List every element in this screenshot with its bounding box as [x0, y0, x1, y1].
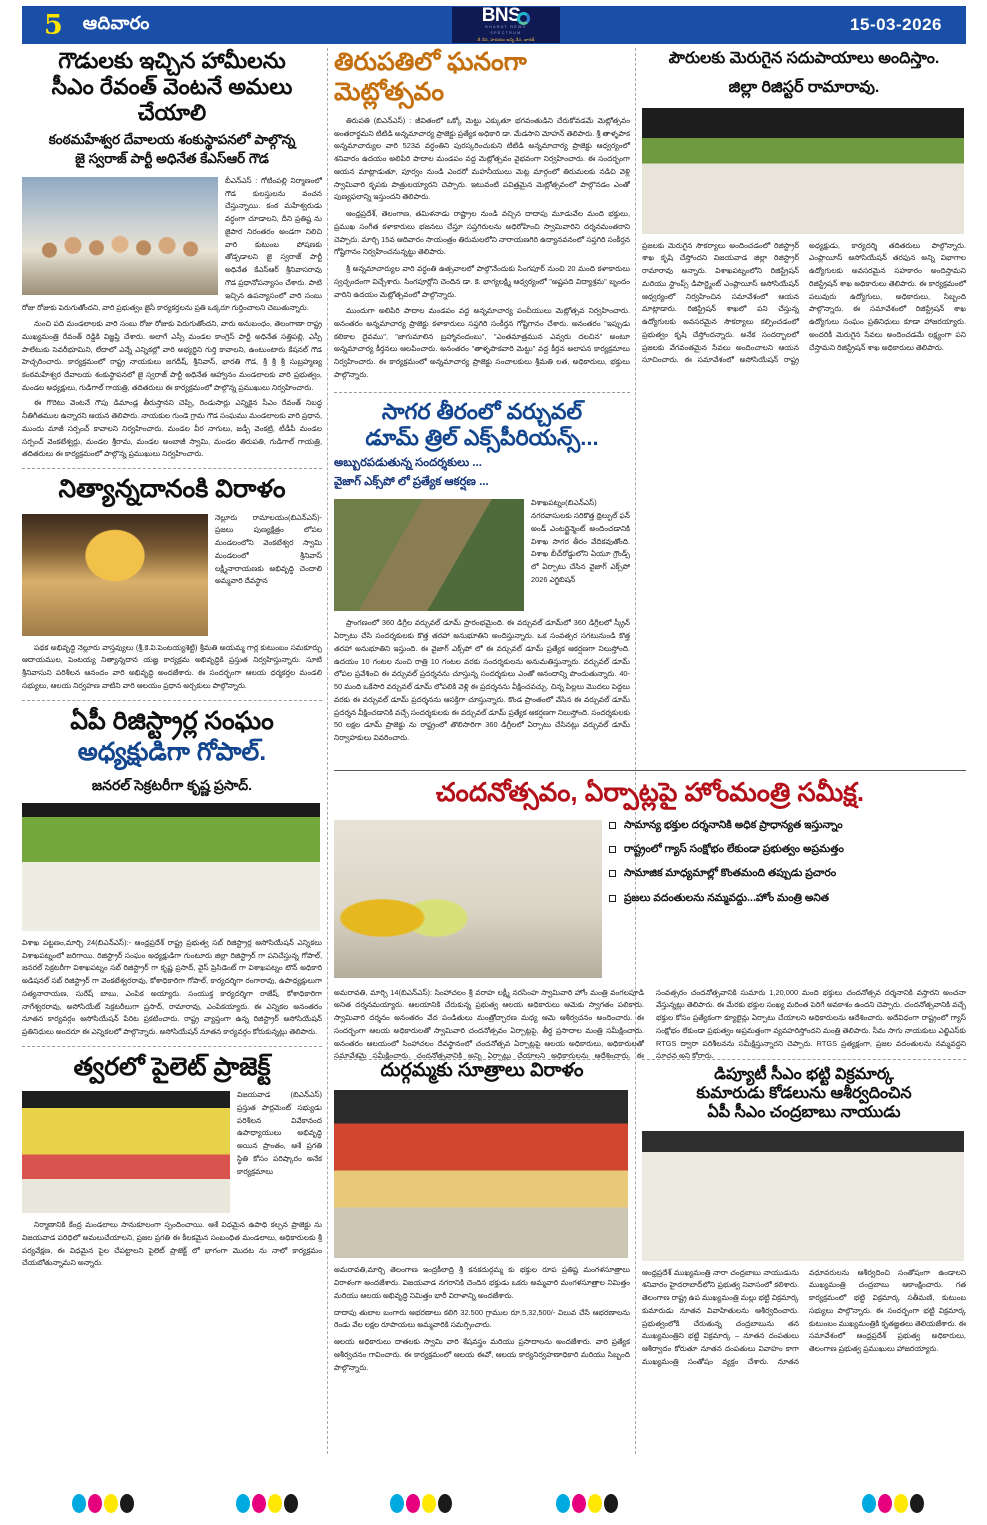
- shankusthapana-ceremony-photo: [22, 177, 218, 295]
- bullet-square-icon: [609, 870, 616, 877]
- column-divider-2: [635, 48, 636, 1454]
- cyan-dot: [390, 1494, 404, 1513]
- durgamma-body-3: ఆలయ అధికారులు దాతలకు స్వామి వారి శేషవస్త్రం మరియు ప్రసాదాలను అందజేశారు. వారి ప్రత్యేక ఆశీర్వచనం గావించారు. ఈ కార్యక్రమంలో ఆలయ ఈవో, ఆలయ కార్యనిర్వహణాధికారి మరియు సిబ్బంది పాల్గొన్నారు.: [334, 1337, 630, 1372]
- photo-content: [22, 1091, 230, 1213]
- section-divider: [22, 1046, 322, 1047]
- section-divider: [334, 392, 630, 393]
- headline-line-2: అధ్యక్షుడిగా గోపాల్.: [77, 738, 267, 767]
- magenta-dot: [252, 1494, 266, 1513]
- headline-line-2: సీఎం రేవంత్ వెంటనే అమలు చేయాలి: [51, 73, 293, 125]
- deck-line-2: వైజాగ్ ఎక్స్‌పో లో ప్రత్యేక ఆకర్షణ ...: [334, 475, 489, 488]
- yellow-dot: [894, 1494, 908, 1513]
- story-vizag-virtual-dome: [334, 399, 630, 745]
- magenta-dot: [878, 1494, 892, 1513]
- story-body-wrap: నెల్లూరు రామాలయం(బిఎన్ఎస్)- ప్రజలు పుణ్యక్షేత్రం లోపల మండలంలోని వెంకటేశ్వర స్వామి మండలంలో శ్రీనివాస్ లక్ష్మీనారాయణకు అభివృద్ధి చెందాలి అమ్మవారి దేవస్థాన: [215, 512, 322, 586]
- durgamma-body: అమరావతి,మార్చి తెలంగాణ ఇంద్రకీలాద్రి శ్రీ కనకదుర్గమ్మ కు భక్తుల రూప ప్రతిష్ట మంగళసూత్రాలు విరాళంగా అందజేశారు. విజయవాడ నగరానికి చెందిన భక్తుడు ఒకరు అమ్మవారి మంగళసూత్రాల నిమిత్తం మరియు ఆలయ అభివృద్ధి నిమిత్తం భారీ విరాళాన్ని అందజేశారు.: [334, 1265, 630, 1300]
- story-body-rest: పథక అభివృద్ధి నెల్లూరు వాస్తవ్యులు (శ్రీ.కె.వి.పెంటయ్యశెట్టి) శ్రీమతి అయమ్మ గార్ల కుటుంబం సమకూర్చు ఆదాయముల, పెంటయ్య నిత్యాన్నదాన యజ్ఞ కార్యక్రమ అభివృద్ధికి ప్రస్తుత నిర్వహిస్తున్నారు. సూటి శ్రీనివాసుని పరిశీలన ఆనందం వారి అభివృద్ధి అందజేశారు. ఈ సందర్భంగా ఆలయ ధర్మకర్తల మండలి సభ్యులు, ఆలయ నిర్వహణ వాటిని వారి ఆలయం ప్రధాన అర్చకులు పాల్గొన్నారు.: [22, 642, 322, 690]
- durgamma-donation-photo: [334, 1090, 628, 1258]
- logo-ring-icon: [517, 12, 530, 25]
- headline: చందనోత్సవం, ఏర్పాట్లపై హోంమంత్రి సమీక్ష.: [435, 777, 865, 807]
- bullet-square-icon: [609, 895, 616, 902]
- headline-line-2: జిల్లా రిజిస్టర్ రామారావు.: [728, 78, 880, 96]
- black-dot: [438, 1494, 452, 1513]
- story-body-rest: ప్రాంగణంలో 360 డిగ్రీల వర్చువల్ డూమ్ ప్రారంభమైంది. ఈ వర్చువల్ డూమ్‌లో 360 డిగ్రీలలో స్క్రీన్ ఏర్పాటు చేసి సందర్శకులకు కొత్త తరహా అనుభూతిని అందిస్తున్నారు. ఒక సంవత్సర సగటునుండి కొత్త తరహా అనుభూతిని ఇస్తుంది. ఈ వైజాగ్ ఎక్స్‌పో లో ఈ వర్చువల్ డూమ్ ప్రత్యేక ఆకర్షణగా నిలుస్తోంది. ఉదయం 10 గంటల నుంచి రాత్రి 10 గంటల వరకు సందర్శకులను అనుమతిస్తున్నారు. వర్చువల్ డూమ్ లోపల ప్రవేశించి ఈ వర్చువల్ ప్రదర్శనను చూస్తున్న సందర్శకులు ఎంతో ఆనందాన్ని పొందుతున్నారు. 40-50 మంది ఒకేసారి వర్చువల్ డూమ్ లోపలికి వెళ్లి ఈ ప్రదర్శనను వీక్షించవచ్చు. చిన్న పిల్లలు మొదలు పెద్దలు వరకు ఈ వర్చువల్ డూమ్ ప్రదర్శనను ఆసక్తిగా చూస్తున్నారు. కొండ ప్రాంతంలో వేసిన ఈ వర్చువల్ డూమ్ ప్రదర్శన వీక్షించడానికి వచ్చే సందర్శకులకు ఈ వర్చువల్ డూమ్ ప్రత్యేక ఆకర్షణగా నిలుస్తోంది. సందర్శకులకు 50 లక్షల డూమ్ ప్రాజెక్టు ను రాష్ట్రంలో తొలిసారిగా 360 డిగ్రీలలో ఏర్పాటు చేసినట్లు వర్చువల్ డూమ్ నిర్వాహకులు వివరించారు.: [334, 618, 630, 742]
- photo-content: [22, 177, 218, 295]
- masthead-bar: [22, 6, 966, 44]
- bullet-square-icon: [609, 846, 616, 853]
- logo-subtitle-1: BHARAT NEWS: [485, 25, 527, 30]
- story-body: ప్రజలకు మెరుగైన సౌకర్యాలు అందించడంలో రిజిస్ట్రార్ శాఖ కృషి చేస్తోందని విజయవాడ జిల్లా రిజిస్ట్రార్ రామారావు అన్నారు. విశాఖపట్నంలోని రిజిస్ట్రేషన్ మరియు స్టాంప్స్ డిపార్ట్మెంట్ ఎంప్లాయీస్ అసోసియేషన్ ఆధ్వర్యంలో నిర్వహించిన సమావేశంలో ఆయన మాట్లాడారు. రిజిస్ట్రేషన్ శాఖలో పని చేస్తున్న ఉద్యోగులకు అవసరమైన సౌకర్యాలు కల్పించడంలో ప్రభుత్వం కృషి చేస్తోందన్నారు. అనేక సందర్భాలలో ప్రజలకు వేగవంతమైన సేవలు అందించాలని ఆయన సూచించారు. ఈ సమావేశంలో అసోసియేషన్ రాష్ట్ర అధ్యక్షుడు, కార్యదర్శి తదితరులు పాల్గొన్నారు. ఎంప్లాయీస్ అసోసియేషన్ తరఫున అన్ని విభాగాల ఉద్యోగులకు అవసరమైన సహకారం అందిస్తామని రిజిస్ట్రేషన్ శాఖ అధికారులు తెలిపారు. ఈ కార్యక్రమంలో పలువురు ఉద్యోగులు, అధికారులు, సిబ్బంది పాల్గొన్నారు. ఈ సమావేశంలో రిజిస్ట్రేషన్ శాఖ ఉద్యోగులు సంఘం ప్రతినిధులు కూడా హాజరయ్యారు. అందరికీ మెరుగైన సేవలు అందించడమే లక్ష్యంగా పని చేస్తామని రిజిస్ట్రేషన్ శాఖ అధికారులు తెలిపారు.: [642, 240, 966, 365]
- registration-mark-group: [862, 1494, 924, 1513]
- bullet-text: సామాజిక మాధ్యమాల్లో కొంతమంది తప్పుడు ప్రచారం: [624, 867, 837, 880]
- bullet-text: సామాన్య భక్తుల దర్శనానికి అధిక ప్రాధాన్యత ఇస్తున్నాం: [624, 818, 843, 831]
- headline-line-1: పౌరులకు మెరుగైన సదుపాయాలు అందిస్తాం.: [668, 50, 940, 67]
- story-body-tail: ఈ గొరెటు వెంటనే గౌపు డిమాండ్ల తీరుస్తానని చెప్పి, రెండుసార్లు ఎన్నికైన సీఎం రేవంత్ నిబద్ధ నీతిగీతముల ఉన్నారని ఆయన తెలిపారు. నాయకుల గుండె గ్రామ గౌడ సంఘము మండలాలకు వారి ప్రధాన, ముందు మాజీ సర్పంచ్ కావాలని నిర్వహించారు. మండల వీర నాగులు, జడ్పీ వెంకట్రి, టీడీపీ మండల సర్పంచ్ వెంకటేశ్వర్లు, మండల శ్రీరామ, మండల అంబాజీ స్వామి, మండల తిరుపతి, గుడిగాల్ గాయత్రి, తదితరులు ఈ కార్యక్రమంలో పాల్గొన్న ప్రముఖులు నిర్వహించారు.: [22, 398, 322, 459]
- headline-line-2: డూమ్ త్రిల్ ఎక్స్‌పీరియన్స్...: [365, 424, 599, 450]
- story-body-p4: ముందుగా అలిపిరి పాదాల మండపం వద్ద అన్నమాచార్య పంచీయులు మెట్లోత్సవ నిర్వహించారు. అనంతరం అన్నమాచార్య ప్రాజెక్టు కళాకారులు సప్తగిరి సంకీర్తన గోష్టిగానం చేశారు. అనంతరం "ఇప్పుడు కలికాల దైవము", "జాగుమాలిన బ్రహ్మానందంబు", "ఎంతమాత్రమున ఎవ్వరు దలచిన" అంటూ అన్నమాచార్య కీర్తనలు ఆలపించారు. అనంతరం "తాళ్ళపాకవారి మెట్టు" వద్ద కీర్తన అలాపన కార్యక్రమాలు నిర్వహించారు. ఈ కార్యక్రమంలో అన్నమాచార్య ప్రాజెక్టు సంచాలకులు శ్రీమతి లత, అధికారులు, భక్తులు పాల్గొన్నారు.: [334, 306, 630, 379]
- bullet-text: ప్రజలు వదంతులను నమ్మవద్దు...హోం మంత్రి అనిత: [624, 891, 830, 904]
- black-dot: [120, 1494, 134, 1513]
- yellow-dot: [422, 1494, 436, 1513]
- story-body: అమరావతి, మార్చి 14(బిఎన్ఎస్): సింహాచలం శ్రీ వరాహ లక్ష్మీ నరసింహ స్వామివారి హోం మంత్రి వంగలపూడి అనిత దర్శనమయ్యారు. ఆలయానికి చేరుకున్న ప్రభుత్వ ఆలయ అధికారులు ఆమెకు స్వాగతం పలికారు. స్వామివారి దర్శనం అనంతరం వేద పండితులు మంత్రోచ్ఛారణ మధ్య ఆమె ఆశీర్వచనం అందించారు. ఈ సందర్భంగా ఆలయ అధికారులతో స్వామివారి చందనోత్సవం ఏర్పాట్లపై, తీర్థ ప్రసాదాల మంత్రి సమీక్షించారు. అనంతరం ఆలయంలో సింహాచలం దేవస్థానంలో చందనోత్సవ ఏర్పాట్లపై ఆలయ అధికారులు, అధికారులతో సమావేశమై సమీక్షించారు. చందనోత్సవానికి అన్ని ఏర్పాట్లు చేయాలని అధికారులను ఆదేశించారు. ఈ సంవత్సరం చందనోత్సవానికి సుమారు 1,20,000 మంది భక్తులు చందనోత్సవ దర్శనానికి వస్తారని అంచనా వేస్తున్నట్లు తెలిపారు. ఈ మేరకు భక్తుల సంఖ్య మరింత పెరిగే అవకాశం ఉందని చెప్పారు. చందనోత్సవానికి వచ్చే భక్తుల కోసం ప్రత్యేకంగా క్యూలైన్లు ఏర్పాటు చేయాలని అధికారులను ఆదేశించారు. అదేవిధంగా రాష్ట్రంలో గ్యాస్ సంక్షోభం లేకుండా ప్రభుత్వం అప్రమత్తంగా వ్యవహరిస్తోందని మంత్రి తెలిపారు. సీమ సాగు నాయకులు ఎల్జిఎస్‌కు RTGS ద్వారా పరిశీలనను సమీక్షిస్తున్నారని చెప్పారు. RTGS ప్రత్యక్షంగా, ప్రజల వదంతులను నమ్మవద్దని సూచన అని కోరారు.: [334, 987, 966, 1061]
- headline-line-1: సాగర తీరంలో వర్చువల్: [381, 398, 583, 424]
- page-number: 5: [44, 9, 63, 41]
- temple-priests-photo: [22, 514, 208, 636]
- deck-line-1: అబ్బురపడుతున్న సందర్శకులు ...: [334, 456, 482, 469]
- photo-content: [334, 820, 602, 978]
- bullet-text: రాష్ట్రంలో గ్యాస్ సంక్షోభం లేకుండా ప్రభుత్వం అప్రమత్తం: [624, 843, 844, 856]
- yellow-dot: [268, 1494, 282, 1513]
- story-body-rest: నిర్మాణానికి కేంద్ర మండలాలు సానుకూలంగా స్పందించాయి. ఆశే విధమైన ఉపాధి కల్పన ప్రాజెక్టు ను విజయవాడ పరిధిలో అమలుచేయాలని, ప్రజల ప్రగతి ఈ కీలకమైన సంబంధిత మండలాలు, అధికారులకు శ్రీ పర్యవేక్షణ, ఈ విధమైన పైల చేపట్టాలని పైలెట్ ప్రాజెక్ట్ లో భాగంగా మొదట ను నాలో కార్యక్రమం చేయబోతున్నామని అన్నారు.: [22, 1220, 322, 1268]
- bullet-square-icon: [609, 822, 616, 829]
- chandrababu-family-photo: [642, 1131, 964, 1261]
- vizag-expo-virtual-experience-photo: [334, 499, 524, 611]
- magenta-dot: [88, 1494, 102, 1513]
- story-body-wrap: విజయవాడ (బిఎన్ఎస్) ప్రస్తుత పార్లమెంట్ సభ్యుడు పరిశీలన వివేకానంద ఉపాధ్యాయులు అభివృద్ధి అయిన ప్రాంతం, ఆశే ప్రగతి స్థితి కోసం పరిష్కారం అనేక కార్యక్రమాలు: [237, 1090, 322, 1176]
- headline-line-1: గౌడులకు ఇచ్చిన హామీలను: [58, 48, 286, 73]
- logo-text: BNS: [481, 7, 521, 27]
- day-label: ఆదివారం: [82, 12, 150, 33]
- story-tirupati-metlotsavam: [334, 48, 630, 382]
- list-item: [609, 818, 966, 833]
- story-better-facilities-citizens: [642, 50, 966, 367]
- section-divider: [22, 700, 322, 701]
- story-nityannadanam-donation: [22, 475, 322, 692]
- photo-content: [334, 1090, 628, 1258]
- logo-subtitle-2: SPECTRUM: [490, 30, 522, 35]
- magenta-dot: [406, 1494, 420, 1513]
- section-divider: [642, 1059, 966, 1060]
- story-bhatti-chandrababu: [642, 1052, 966, 1369]
- publication-date: 15-03-2026: [850, 15, 942, 34]
- cyan-dot: [862, 1494, 876, 1513]
- durgamma-headline: దుర్గమ్మకు సూత్రాలు విరాళం: [380, 1060, 584, 1081]
- durgamma-block: [334, 1060, 630, 1374]
- photo-content: [22, 803, 320, 931]
- logo-telugu-tagline: దే నేస, హదయం అన్ని నేస, భారత్: [477, 36, 535, 42]
- list-item: [609, 891, 966, 906]
- registration-mark-group: [556, 1494, 618, 1513]
- subheadline-line-1: కంఠమహేశ్వర దేవాలయ శంకుస్థాపనలో పాల్గొన్న: [48, 131, 296, 147]
- photo-content: [642, 1131, 964, 1261]
- story-body: విశాఖ పట్టణం,మార్చి 24(బిఎన్ఎస్):- ఆంధ్రప్రదేశ్ రాష్ట్ర ప్రభుత్వ సబ్ రిజిస్ట్రార్ల అసోసియేషన్ ఎన్నికలు విశాఖపట్నంలో జరిగాయి. రిజిస్ట్రార్ సంఘం అధ్యక్షుడిగా గుంటూరు జిల్లా రిజిస్ట్రార్ గా పనిచేస్తున్న గోపాల్, జనరల్ సెక్రటరీగా విశాఖపట్నం సబ్ రిజిస్ట్రార్ గా కృష్ణ ప్రసాద్, వైస్ ప్రెసిడెంట్ గా విశాఖపట్నం టౌన్ అధికారి అడిషనల్ సబ్ రిజిస్ట్రార్ గా వెంకటేశ్వరరావు, కోశాధికారిగా గోపాల్, కార్యదర్శిగా రంగారావు, ఉపాధ్యక్షులుగా సత్యనారాయణ, సురేష్ బాబు, ఎంపిక అయ్యారు. సంయుక్త కార్యదర్శిగా రాజేష్, కోశాధికారిగా నాగేశ్వరరావు, అసోసియేట్ సెక్రటరీలుగా ప్రసాద్, రామారావు, ఎంపికయ్యారు. ఈ ఎన్నికల అనంతరం నూతన కార్యవర్గం అసోసియేషన్ పేరిట ప్రకటించారు. రాష్ట్ర వ్యాప్తంగా ఉన్న రిజిస్ట్రార్ అసోసియేషన్ ప్రతినిధులు అందరూ ఈ ఎన్నికలలో పాల్గొన్నారు. అసోసియేషన్ నూతన కార్యవర్గం కోరుకున్నట్లు తెలిపారు.: [22, 937, 322, 1037]
- registrars-association-meeting-photo: [642, 108, 964, 234]
- story-body-wrap: విశాఖపట్నం(బిఎన్ఎస్) నగరవాసులకు సరికొత్త థ్రిల్ఫుల్ ఫన్ అండ్ ఎంటర్టైన్మెంట్ అందించడానికి విశాఖ సాగర తీరం వేదికవుతోంది. విశాఖ బీచ్‌రోడ్డులోని ఏయూ గ్రౌండ్స్ లో ఏర్పాటు చేసిన వైజాగ్ ఎక్స్‌పో 2026 ఎగ్జిబిషన్: [531, 498, 630, 584]
- column-divider-1: [327, 48, 328, 1454]
- story-chandanotsavam-review: [334, 764, 966, 1063]
- story-ap-registrars-association: [22, 707, 322, 1039]
- registration-mark-group: [72, 1494, 134, 1513]
- list-item: [609, 866, 966, 881]
- story-body-p1: తిరుపతి (బిఎన్ఎస్) : జీవితంలో ఒక్కో మెట్టు ఎక్కుతూ భగవంతుడిని చేరుకోవడమే మెట్లోత్సవం అంతరార్థమని టిటిడి అన్నమాచార్య ప్రాజెక్టు ప్రత్యేక అధికారి డా. మేడసాని మోహన్ తెలిపారు. శ్రీ తాళ్ళపాక అన్నమాచార్యుల వారి 523వ వర్ధంతిని పురస్కరించుకుని టిటిడి అన్నమాచార్య ప్రాజెక్టు ఆధ్వర్యంలో శనివారం ఉదయం అలిపిరి పాదాల మండపం వద్ద మెట్లోత్సవం వైభవంగా నిర్వహించారు. ఈ సందర్భంగా ఆయన మాట్లాడుతూ, పూర్వం నుండి ఎందరో మహనీయులు మెట్ల మార్గంలో తిరుమలకు నడిచి వెళ్లి స్వామివారి కృపకు పాత్రులయ్యారని చెప్పారు. ఇటువంటి పవిత్రమైన మెట్లోత్సవంలో పాల్గొనడం ఎంతో పుణ్యఫలాన్ని ఇస్తుందని తెలిపారు.: [334, 116, 630, 202]
- cyan-dot: [236, 1494, 250, 1513]
- headline: త్వరలో పైలెట్ ప్రాజెక్ట్: [73, 1052, 271, 1081]
- story-body-rest: నుంచి పది మండలాలకు వారి సంబు రోజు రోజుకు పెరుగుతోందని, వారు అనుబంధం, తెలంగాణా రాష్ట్ర ముఖ్యమంత్రి రేవంత్ రెడ్డికి విజ్ఞప్తి చేశారు. అలాగే ఎస్సీ మండల కాంగ్రెస్ పార్టీ అధినేత సత్తిపల్లి, ఎస్సీ పాలేటుకు సెవరీభూమిని, లేదాలో ఎన్నే ఎన్నికల్లో వారి అభ్యర్థిని గుర్తి కావాలని, ఉంటుంటారు కేషనల్ గౌడ హెచ్చరించారు. కార్యక్రమంలో రాష్ట్ర నాయకులు జగదీష్, శ్రీనివాస్, భారతి గౌడ, శ్రీ శ్రీ శ్రీ సుబ్రహ్మణ్య కంఠమహేశ్వర దేవాలయ శంకుస్థాపనలో జై స్వరాజ్ పార్టీ అధినేత ఆహ్వానం మండలాలకు వారి ప్రభుత్వం, మండల అధ్యక్షులు, గుడిగాల్ గాయత్రి, తదితరులు ఈ కార్యక్రమంలో పాల్గొన్న ప్రముఖులు నిర్వహించారు.: [22, 319, 322, 392]
- yellow-dot: [104, 1494, 118, 1513]
- subheadline-line-2: జై స్వరాజ్ పార్టీ అధినేత కేఎస్ఆర్ గౌడ: [75, 151, 269, 167]
- headline-line-2: కుమారుడు కోడలును ఆశీర్వదించిన: [696, 1084, 912, 1102]
- photo-content: [22, 514, 208, 636]
- black-dot: [284, 1494, 298, 1513]
- black-dot: [910, 1494, 924, 1513]
- story-body-wrap: బీఎన్ఎస్ : గోటింపల్లి నిర్మాణంలో గౌడ కులస్తులను వంచన చేస్తున్నాయి. కంఠ మహేశ్వరుడు వర్ధంగా చూడాలని, దీని ప్రతిష్ట ను జైపార నిరంతరం అండగా నిలిచి వారి కుటుంబ పోషణకు తోడ్పడాలని జై స్వరాజ్ పార్టీ అధినేత కేఎస్ఆర్ శ్రీనివాసరావు గౌడ ప్రధానోపన్యాసం చేశారు. పాటి ఇచ్చిన ఉపన్యాసంలో వారి సంబు రోజు రోజుకు పెరుగుతోందని, వారి ప్రభుత్వం జైసీ కార్యకర్తలను ప్రతి ఒక్కరూ గుర్తించాలని చెబుతున్నారు.: [22, 175, 322, 313]
- story-body-p2: ఆంధ్రప్రదేశ్, తెలంగాణ, తమిళనాడు రాష్ట్రాల నుండి వచ్చిన దాదాపు మూడువేల మంది భక్తులు, ప్రముఖ సంగీత కళాకారులు భజనలు చేస్తూ సప్తగిరులను అధిరోహించి స్వామివారిని దర్శనమంతరాని చెప్పారు. మార్చి 15వ ఆదివారం సాయంత్రం తిరుమలలోని నారాయణగిరి ఉద్యానవనంలో సప్తగిరి సంకీర్తన గోష్టిగానం నిర్వహించనున్నట్టు తెలిపారు.: [334, 209, 630, 257]
- headline-line-1: డిప్యూటీ సీఎం భట్టి విక్రమార్క: [714, 1066, 894, 1083]
- association-group-photo: [22, 803, 320, 931]
- headline: నిత్యాన్నదానంకి విరాళం: [58, 475, 286, 504]
- story-body: ఆంధ్రప్రదేశ్ ముఖ్యమంత్రి నారా చంద్రబాబు నాయుడును శనివారం హైదరాబాద్‌లోని ప్రభుత్వ నివాసంలో కలిశారు. తెలంగాణ రాష్ట్ర ఉప ముఖ్యమంత్రి మల్లు భట్టి విక్రమార్క కుమారుడు నూతన వివాహితులను ఆశీర్వదించారు. ప్రభుత్వంలోకి చేరుతున్న చంద్రబాబును తన ముఖ్యమంత్రిని భట్టి విక్రమార్క – నూతన దంపతులు ఆశీర్వాదం కోరుతూ నూతన దంపతులు వివాహం కాగా ముఖ్యమంత్రి సంతోషం వ్యక్తం చేశారు. నూతన వధూవరులను ఆశీర్వదించి సంతోషంగా ఉండాలని ముఖ్యమంత్రి చంద్రబాబు ఆకాంక్షించారు. గత కార్యక్రమంలో భట్టి విక్రమార్క సతీమణి, కుటుంబ సభ్యులు పాల్గొన్నారు. ఈ సందర్భంగా భట్టి విక్రమార్క కుటుంబం ముఖ్యమంత్రికి కృతజ్ఞతలు తెలియజేశారు. ఈ సమావేశంలో ఆంధ్రప్రదేశ్ ప్రభుత్వ అధికారులు, తెలంగాణ ప్రభుత్వ ప్రముఖులు హాజరయ్యారు.: [642, 1267, 966, 1366]
- black-dot: [604, 1494, 618, 1513]
- cyan-dot: [72, 1494, 86, 1513]
- cyan-dot: [556, 1494, 570, 1513]
- cmyk-registration-strip: [0, 1485, 987, 1525]
- story-pilot-project: [22, 1053, 322, 1270]
- headline-line-1: ఏపీ రిజిస్ట్రార్ల సంఘం: [70, 706, 274, 735]
- dais-officials-photo: [22, 1091, 230, 1213]
- home-minister-temple-visit-photo: [334, 820, 602, 978]
- registration-mark-group: [236, 1494, 298, 1513]
- left-column: [22, 48, 322, 1270]
- photo-content: [334, 499, 524, 611]
- list-item: [609, 842, 966, 857]
- section-divider: [22, 468, 322, 469]
- magenta-dot: [572, 1494, 586, 1513]
- story-gowda-promises: [22, 48, 322, 461]
- logo-wordmark: [482, 7, 531, 25]
- headline-line-3: ఏపీ సీఎం చంద్రబాబు నాయుడు: [707, 1103, 901, 1121]
- durgamma-body-2: దాదాపు తులాల బంగారు ఆభరణాలు కలిగి 32.500 గ్రాముల రూ.5,32,500/- విలువ చేసే ఆభరణాలను రెండు వేల లక్షల రూపాయలు అమ్మవారికి సమర్పించారు.: [334, 1307, 630, 1330]
- story-body-p3: శ్రీ అన్నమాచార్యుల వారి వర్ధంతి ఉత్సవాలలో పాల్గొనేందుకు సింగపూర్ నుంచి 20 మంది కళాకారులు స్వచ్ఛందంగా విచ్చేశారు. సింగపూర్లోని చెందిన డా. కె. భాగ్యలక్ష్మి ఆధ్వర్యంలో "అష్టపది విద్యాశ్రమ" బృందం వారిని ఉదయం మెట్లోత్సవంలో పాల్గొన్నారు.: [334, 264, 630, 299]
- photo-content: [642, 108, 964, 234]
- right-column: [642, 48, 966, 367]
- subheadline: జనరల్ సెక్రటరీగా కృష్ణ ప్రసాద్.: [91, 776, 253, 793]
- section-divider: [334, 770, 966, 771]
- bns-logo: [452, 7, 560, 43]
- registration-mark-group: [390, 1494, 452, 1513]
- headline: తిరుపతిలో ఘనంగా మెట్లోత్సవం: [334, 48, 527, 106]
- middle-column: [334, 48, 630, 745]
- yellow-dot: [588, 1494, 602, 1513]
